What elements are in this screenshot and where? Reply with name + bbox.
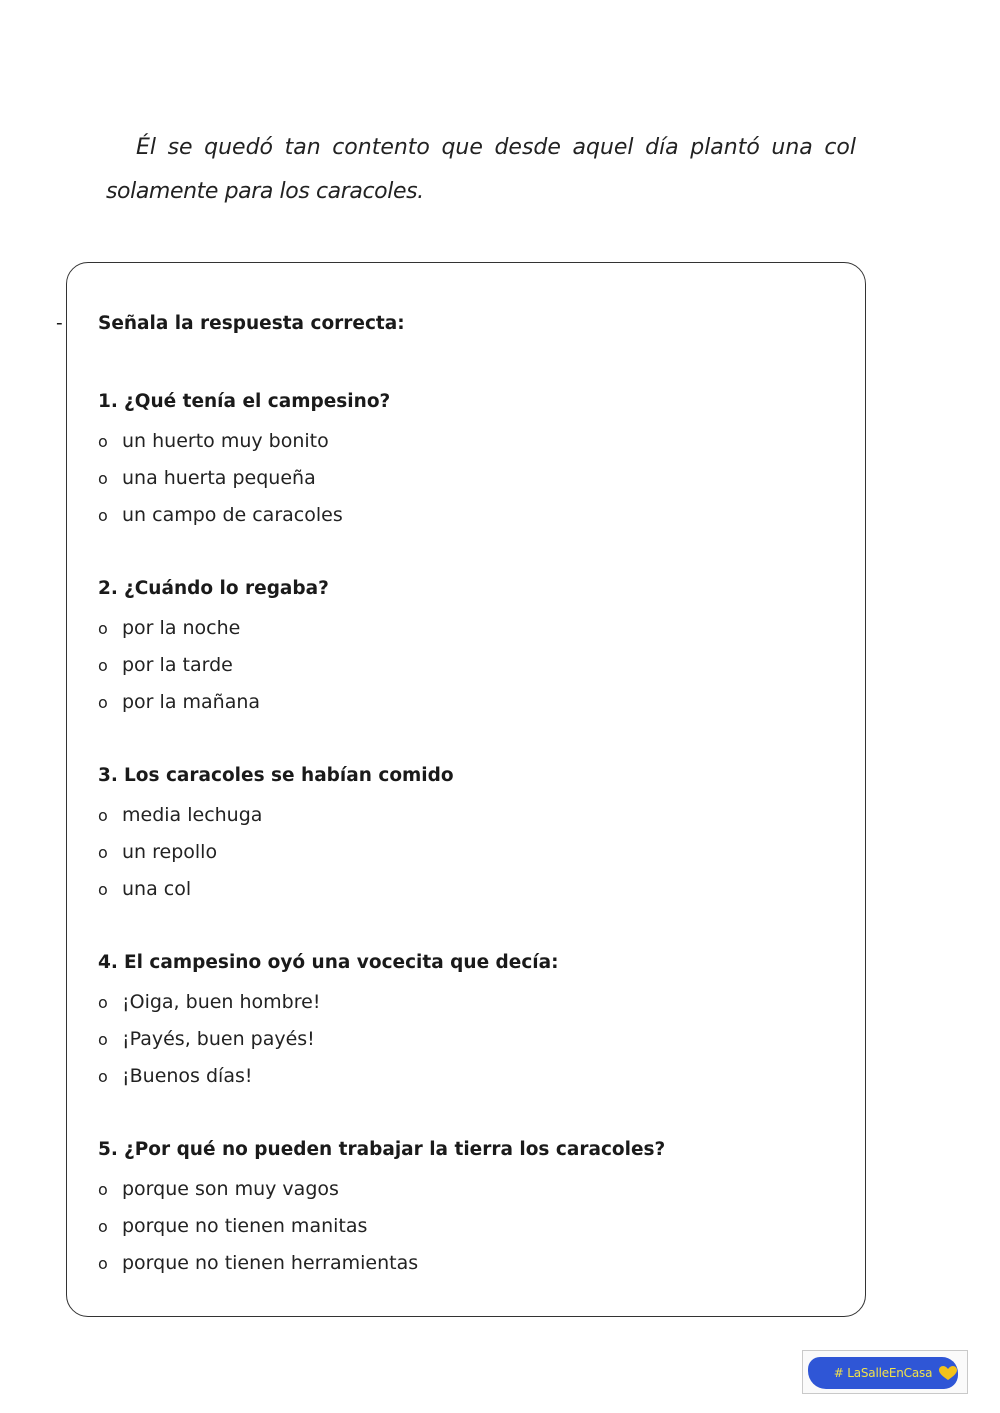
lasalle-badge (802, 1350, 968, 1394)
circle-bullet-icon: o (98, 1180, 108, 1199)
option-5a[interactable] (98, 1178, 339, 1200)
option-5b[interactable] (98, 1215, 367, 1237)
circle-bullet-icon: o (98, 619, 108, 638)
option-5c[interactable] (98, 1252, 418, 1274)
circle-bullet-icon: o (98, 656, 108, 675)
option-1b[interactable] (98, 467, 316, 489)
question-number: 3. (98, 765, 118, 786)
circle-bullet-icon: o (98, 1030, 108, 1049)
question-number: 4. (98, 952, 118, 973)
option-label: ¡Oiga, buen hombre! (122, 991, 321, 1013)
circle-bullet-icon: o (98, 993, 108, 1012)
option-2c[interactable] (98, 691, 260, 713)
circle-bullet-icon: o (98, 806, 108, 825)
intro-paragraph (106, 126, 856, 214)
option-4a[interactable] (98, 991, 320, 1013)
option-3c[interactable] (98, 878, 191, 900)
question-4 (98, 952, 559, 973)
option-label: por la noche (122, 617, 241, 639)
option-label: porque no tienen manitas (122, 1215, 368, 1237)
intro-line-2: solamente para los caracoles. (106, 179, 424, 204)
option-label: una huerta pequeña (122, 467, 316, 489)
question-number: 1. (98, 391, 118, 412)
option-label: por la tarde (122, 654, 233, 676)
option-3b[interactable] (98, 841, 217, 863)
option-label: un huerto muy bonito (122, 430, 329, 452)
instruction-dash: - (56, 313, 63, 334)
option-3a[interactable] (98, 804, 262, 826)
option-label: media lechuga (122, 804, 263, 826)
circle-bullet-icon: o (98, 1217, 108, 1236)
badge-text: # LaSalleEnCasa (833, 1366, 933, 1380)
question-2 (98, 578, 329, 599)
circle-bullet-icon: o (98, 469, 108, 488)
question-text: El campesino oyó una vocecita que decía: (124, 952, 559, 973)
question-5 (98, 1139, 665, 1160)
option-1c[interactable] (98, 504, 343, 526)
question-text: ¿Por qué no pueden trabajar la tierra los caracoles? (124, 1139, 666, 1160)
circle-bullet-icon: o (98, 1254, 108, 1273)
option-label: porque no tienen herramientas (122, 1252, 419, 1274)
badge-blob (808, 1357, 958, 1389)
heart-icon (938, 1365, 958, 1381)
question-text: Los caracoles se habían comido (124, 765, 454, 786)
option-2a[interactable] (98, 617, 240, 639)
circle-bullet-icon: o (98, 1067, 108, 1086)
option-label: un campo de caracoles (122, 504, 343, 526)
circle-bullet-icon: o (98, 843, 108, 862)
question-text: ¿Cuándo lo regaba? (124, 578, 329, 599)
option-4c[interactable] (98, 1065, 253, 1087)
intro-line-1: Él se quedó tan contento que desde aquel día plantó una col (136, 135, 856, 160)
option-label: ¡Buenos días! (122, 1065, 253, 1087)
option-label: porque son muy vagos (122, 1178, 339, 1200)
circle-bullet-icon: o (98, 880, 108, 899)
option-label: ¡Payés, buen payés! (122, 1028, 315, 1050)
question-text: ¿Qué tenía el campesino? (124, 391, 391, 412)
option-label: por la mañana (122, 691, 261, 713)
option-2b[interactable] (98, 654, 233, 676)
circle-bullet-icon: o (98, 432, 108, 451)
circle-bullet-icon: o (98, 693, 108, 712)
option-4b[interactable] (98, 1028, 315, 1050)
circle-bullet-icon: o (98, 506, 108, 525)
question-number: 5. (98, 1139, 118, 1160)
question-3 (98, 765, 454, 786)
option-label: un repollo (122, 841, 218, 863)
instruction-text: Señala la respuesta correcta: (98, 313, 405, 334)
question-number: 2. (98, 578, 118, 599)
option-label: una col (122, 878, 192, 900)
option-1a[interactable] (98, 430, 329, 452)
question-1 (98, 391, 390, 412)
